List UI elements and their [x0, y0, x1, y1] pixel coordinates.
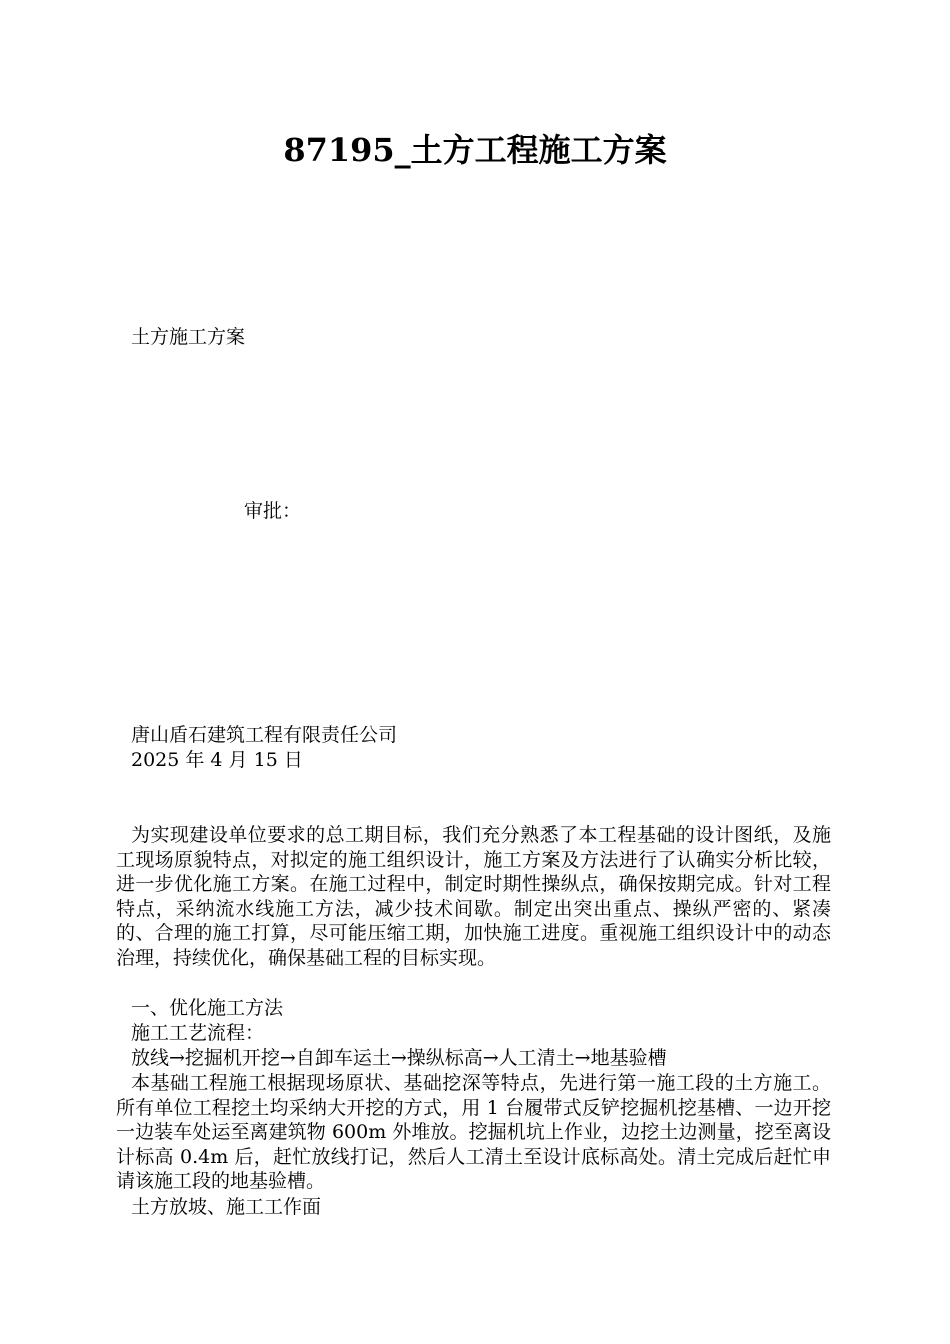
- section-heading-optimize: 一、优化施工方法: [131, 997, 284, 1019]
- slope-heading: 土方放坡、施工工作面: [131, 1196, 322, 1218]
- document-subtitle: 土方施工方案: [131, 326, 246, 348]
- process-flow: 放线→挖掘机开挖→自卸车运土→操纵标高→人工清土→地基验槽: [131, 1047, 667, 1069]
- document-title: 87195_土方工程施工方案: [283, 131, 667, 169]
- intro-paragraph: 为实现建设单位要求的总工期目标，我们充分熟悉了本工程基础的设计图纸，及施工现场原貌特点，对拟定的施工组织设计，施工方案及方法进行了认确实分析比较，进一步优化施工方案。在施工过程中，制定时期性操纵点，确保按期完成。针对工程特点，采纳流水线施工方法，减少技术间歇。制定出突出重点、操纵严密的、紧凑的、合理的施工打算，尽可能压缩工期，加快施工进度。重视施工组织设计中的动态治理，持续优化，确保基础工程的目标实现。: [116, 824, 831, 969]
- document-date: 2025 年 4 月 15 日: [131, 749, 303, 771]
- approval-label: 审批：: [244, 500, 302, 522]
- company-name: 唐山盾石建筑工程有限责任公司: [131, 724, 398, 746]
- process-heading: 施工工艺流程：: [131, 1022, 265, 1044]
- construction-paragraph: 本基础工程施工根据现场原状、基础挖深等特点，先进行第一施工段的土方施工。所有单位工程挖土均采纳大开挖的方式，用 1 台履带式反铲挖掘机挖基槽、一边开挖一边装车处运至离建筑物 600m 外堆放。挖掘机坑上作业，边挖土边测量，挖至离设计标高 0.4m 后，赶忙放线打记，然后人工清土至设计底标高处。清土完成后赶忙申请该施工段的地基验槽。: [116, 1072, 831, 1193]
